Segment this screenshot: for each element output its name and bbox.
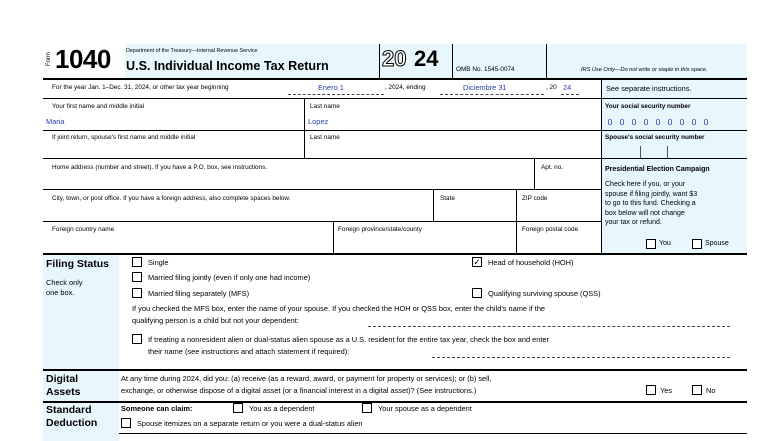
mfs-checkbox[interactable] [132, 288, 142, 298]
ssn-digit: 0 [619, 117, 625, 127]
first-name-field[interactable]: Maria [46, 117, 65, 126]
spouse-name-field[interactable] [432, 357, 730, 358]
ssn-digit: 0 [655, 117, 661, 127]
filing-status-subtitle: Check only [46, 278, 83, 287]
ssn-digit: 0 [643, 117, 649, 127]
hoh-checkbox[interactable]: ✓ [473, 257, 481, 267]
mfj-label: Married filing jointly (even if only one had income) [148, 273, 311, 282]
ssn-label: Your social security number [605, 103, 691, 110]
omb-number: OMB No. 1545-0074 [456, 66, 515, 73]
election-line: your tax or refund. [605, 219, 662, 226]
spouse-itemizes-label: Spouse itemizes on a separate return or you were a dual-status alien [137, 419, 363, 428]
ssn-digit: 0 [691, 117, 697, 127]
mfj-checkbox[interactable] [132, 272, 142, 282]
tax-year-year[interactable]: 24 [563, 83, 572, 92]
form-number: 1040 [55, 44, 111, 74]
you-dependent-checkbox[interactable] [233, 403, 243, 413]
ending-label: , 2024, ending [385, 84, 426, 91]
foreign-country-label: Foreign country name [52, 226, 115, 233]
single-checkbox[interactable] [132, 257, 142, 267]
spouse-itemizes-checkbox[interactable] [121, 418, 131, 428]
spouse-last-name-label: Last name [310, 134, 340, 141]
ssn-digit: 0 [607, 117, 613, 127]
election-spouse-checkbox[interactable] [692, 239, 702, 249]
mfs-note: If you checked the MFS box, enter the name of your spouse. If you checked the HOH or QSS box, enter the child's name if the [132, 304, 546, 313]
foreign-postal-label: Foreign postal code [522, 226, 579, 233]
digital-assets-title: Assets [46, 386, 81, 398]
spouse-ssn-label: Spouse's social security number [605, 134, 705, 141]
standard-deduction-title: Standard [46, 404, 92, 416]
someone-can-claim: Someone can claim: [121, 404, 193, 413]
tax-year-label: For the year Jan. 1–Dec. 31, 2024, or other tax year beginning [52, 84, 229, 91]
tax-year-begin[interactable]: Enero 1 [318, 83, 344, 92]
spouse-first-name-label: If joint return, spouse's first name and middle initial [52, 134, 196, 141]
election-text [605, 180, 697, 228]
qss-checkbox[interactable] [472, 288, 482, 298]
filing-status-title: Filing Status [46, 258, 109, 270]
spouse-dependent-label: Your spouse as a dependent [378, 404, 472, 413]
election-line: spouse if filing jointly, want $3 [605, 190, 698, 198]
year-outline: 20 [382, 46, 407, 71]
first-name-label: Your first name and middle initial [52, 103, 145, 110]
tax-year-end[interactable]: Diciembre 31 [463, 83, 507, 92]
digital-assets-question: exchange, or otherwise dispose of a digital asset (or a financial interest in a digital asset)? (See instructions.) [121, 386, 477, 395]
city-label: City, town, or post office. If you have a foreign address, also complete spaces below. [52, 195, 291, 202]
form-label: Form [46, 52, 52, 66]
zip-label: ZIP code [522, 195, 548, 202]
irs-use-only: IRS Use Only—Do not write or staple in this space. [581, 67, 708, 73]
child-name-field[interactable] [368, 326, 730, 327]
apt-label: Apt. no. [541, 164, 564, 171]
nonresident-checkbox[interactable] [132, 334, 142, 344]
mfs-note: qualifying person is a child but not your dependent: [132, 316, 299, 325]
last-name-field[interactable]: Lopez [308, 117, 329, 126]
ssn-digit: 0 [703, 117, 709, 127]
spouse-dependent-checkbox[interactable] [362, 403, 372, 413]
qss-label: Qualifying surviving spouse (QSS) [488, 289, 601, 298]
last-name-label: Last name [310, 103, 340, 110]
digital-assets-no-checkbox[interactable] [692, 385, 702, 395]
home-address-label: Home address (number and street). If you have a P.O. box, see instructions. [52, 164, 268, 171]
election-spouse-label: Spouse [705, 240, 729, 247]
form-title: U.S. Individual Income Tax Return [126, 59, 329, 73]
digital-assets-yes-checkbox[interactable] [646, 385, 656, 395]
ssn-digit: 0 [679, 117, 685, 127]
digital-assets-no-label: No [706, 386, 716, 395]
election-you-checkbox[interactable] [646, 239, 656, 249]
digital-assets-title: Digital [46, 373, 79, 385]
nonresident-note: their name (see instructions and attach statement if required): [148, 347, 350, 356]
you-dependent-label: You as a dependent [249, 404, 315, 413]
election-line: box below will not change [605, 209, 685, 217]
election-title: Presidential Election Campaign [605, 166, 710, 173]
single-label: Single [148, 258, 169, 267]
foreign-province-label: Foreign province/state/county [338, 226, 422, 233]
department: Department of the Treasury—Internal Revenue Service [126, 48, 258, 54]
year-prefix: , 20 [546, 84, 557, 91]
ssn-digit: 0 [667, 117, 673, 127]
hoh-label: Head of household (HOH) [488, 258, 574, 267]
election-line: Check here if you, or your [605, 181, 686, 188]
nonresident-note: If treating a nonresident alien or dual-status alien spouse as a U.S. resident for the entire tax year, check the box and enter [148, 335, 549, 344]
year-bold: 24 [414, 46, 439, 71]
ssn-digit: 0 [631, 117, 637, 127]
election-you-label: You [659, 240, 671, 247]
digital-assets-question: At any time during 2024, did you: (a) receive (as a reward, award, or payment for property or services); or (b) sell, [121, 374, 492, 383]
filing-status-subtitle: one box. [46, 288, 75, 297]
ssn-field[interactable] [604, 117, 712, 127]
digital-assets-yes-label: Yes [660, 386, 673, 395]
standard-deduction-title: Deduction [46, 417, 98, 429]
election-line: to go to this fund. Checking a [605, 200, 696, 207]
mfs-label: Married filing separately (MFS) [148, 289, 250, 298]
see-instructions: See separate instructions. [606, 84, 692, 93]
state-label: State [440, 195, 455, 202]
